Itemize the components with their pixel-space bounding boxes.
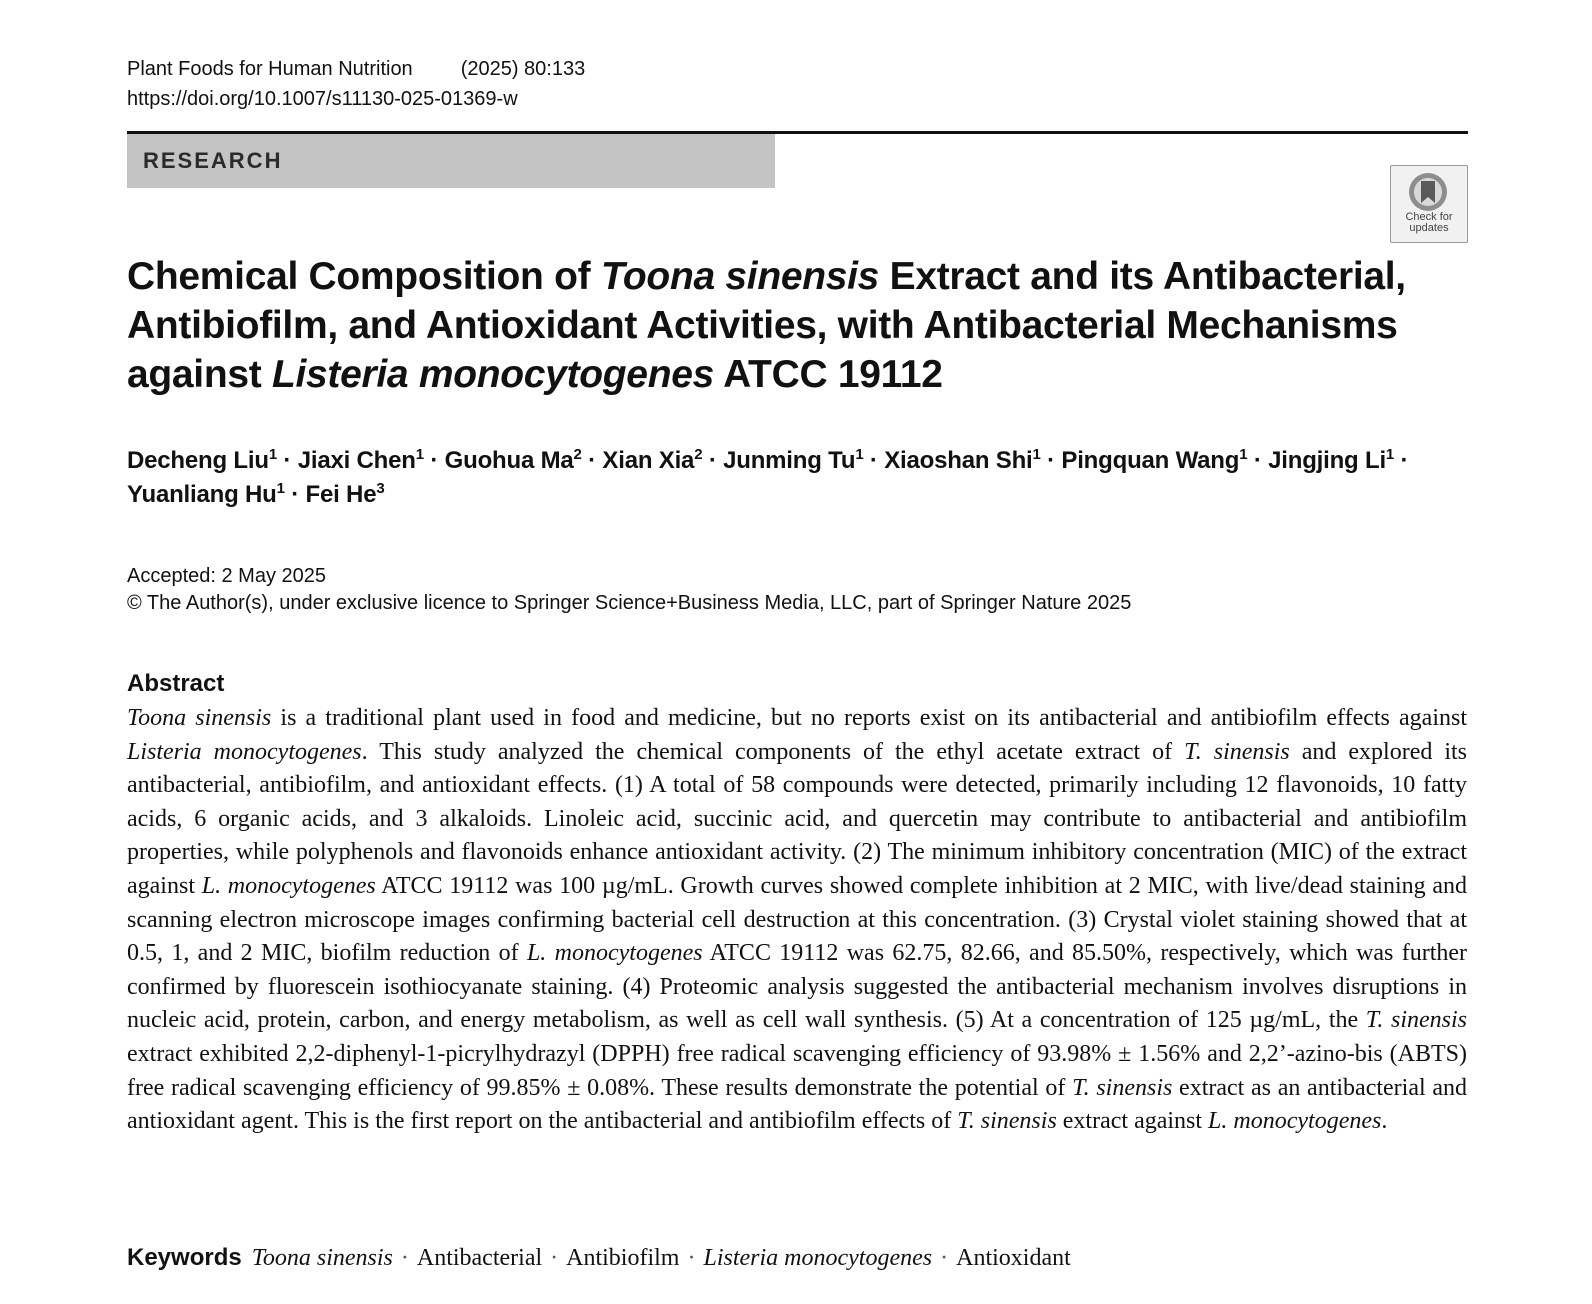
keywords-label: Keywords <box>127 1244 242 1271</box>
article-title <box>127 252 1457 399</box>
title-text-1: Chemical Composition of <box>127 255 601 298</box>
abstract-text: extract against <box>1056 1108 1209 1135</box>
abstract-text: ATCC 19112 was 100 µg/mL. Growth curves showed complete inhibition at 2 MIC, with live/dead staining and scanning electron microscope images confirming bacterial cell destruction at this concentration. (3) Crystal violet staining showed that at 0.5, 1, and 2 MIC, biofilm reduction of <box>127 872 1467 967</box>
abstract-species-name: L. monocytogenes <box>526 940 703 967</box>
author-affiliation: 1 <box>1385 446 1395 463</box>
title-species-1: Toona sinensis <box>600 255 880 298</box>
author-affiliation: 1 <box>1239 446 1248 463</box>
abstract-body <box>127 702 1467 1139</box>
author-name: Pingquan Wang <box>1061 447 1240 474</box>
keyword: Antibacterial <box>416 1245 543 1271</box>
author-separator: · <box>284 481 306 508</box>
author[interactable] <box>1268 447 1394 474</box>
author[interactable] <box>127 447 277 474</box>
author-affiliation: 2 <box>573 446 582 463</box>
abstract-species-name: Toona sinensis <box>127 705 272 731</box>
author-affiliation: 1 <box>268 446 277 463</box>
keyword-separator: · <box>400 1245 409 1271</box>
keyword: Antioxidant <box>956 1245 1071 1271</box>
bookmark-icon <box>1408 172 1448 212</box>
author-separator: · <box>276 447 298 474</box>
accepted-date: Accepted: 2 May 2025 <box>127 565 327 587</box>
author-name: Xiaoshan Shi <box>884 447 1033 474</box>
title-text-3: ATCC 19112 <box>714 353 943 396</box>
author-separator: · <box>1040 447 1062 474</box>
author-name: Yuanliang Hu <box>127 481 277 508</box>
author[interactable] <box>127 481 285 508</box>
keyword-separator: · <box>940 1245 949 1271</box>
abstract-text: and explored its antibacterial, antibiofilm, and antioxidant effects. (1) A total of 58 compounds were detected, primarily including 12 flavonoids, 10 fatty acids, 6 organic acids, and 3 alkaloids. Linoleic acid, succinic acid, and quercetin may contribute to antibacterial and antibiofilm properties, while polyphenols and flavonoids enhance antioxidant activity. (2) The minimum inhibitory concentration (MIC) of the extract against <box>127 738 1468 899</box>
title-species-2: Listeria monocytogenes <box>271 353 714 396</box>
abstract-text: is a traditional plant used in food and medicine, but no reports exist on its antibacterial and antibiofilm effects against <box>271 705 1467 731</box>
author-affiliation: 1 <box>415 446 424 463</box>
author-affiliation: 3 <box>376 480 385 497</box>
article-type-label: RESEARCH <box>143 148 283 173</box>
keyword-separator: · <box>687 1245 696 1271</box>
author-name: Decheng Liu <box>127 447 269 474</box>
keyword: Antibiofilm <box>566 1245 680 1271</box>
abstract-species-name: Listeria monocytogenes <box>127 738 362 765</box>
author-name: Jingjing Li <box>1268 447 1386 474</box>
check-updates-line1: Check for <box>1405 211 1453 223</box>
author-separator: · <box>1394 447 1409 474</box>
keywords-items <box>252 1245 1071 1271</box>
doi-link[interactable]: https://doi.org/10.1007/s11130-025-01369-w <box>127 88 518 110</box>
abstract-text: extract as an antibacterial and antioxidant agent. This is the first report on the antibacterial and antibiofilm effects of <box>127 1074 1468 1135</box>
author[interactable] <box>445 447 582 474</box>
keyword: Listeria monocytogenes <box>703 1245 933 1271</box>
author-name: Xian Xia <box>602 447 695 474</box>
author[interactable] <box>306 481 385 508</box>
author[interactable] <box>723 447 863 474</box>
author-name: Guohua Ma <box>444 447 574 474</box>
abstract-text: ATCC 19112 was 62.75, 82.66, and 85.50%, respectively, which was further confirmed by fluorescein isothiocyanate staining. (4) Proteomic analysis suggested the antibacterial mechanism involves disruptions in nucleic acid, protein, carbon, and energy metabolism, as well as cell wall synthesis. (5) At a concentration of 125 µg/mL, the <box>127 940 1468 1034</box>
author-separator: · <box>423 447 445 474</box>
check-updates-line2: updates <box>1409 222 1449 234</box>
title-text-2: Extract and its Antibacterial, Antibiofilm, and Antioxidant Activities, with Antibacterial Mechanisms against <box>127 255 1406 396</box>
author[interactable] <box>1061 447 1247 474</box>
author-separator: · <box>1247 447 1269 474</box>
keyword-separator: · <box>550 1245 559 1271</box>
keyword: Toona sinensis <box>251 1245 393 1271</box>
check-updates-text <box>1391 212 1467 234</box>
abstract-species-name: L. monocytogenes <box>1208 1108 1382 1135</box>
check-for-updates-badge[interactable] <box>1390 165 1468 243</box>
article-type-band <box>127 134 775 188</box>
author-affiliation: 1 <box>1032 446 1041 463</box>
author-separator: · <box>702 447 724 474</box>
author-separator: · <box>581 447 603 474</box>
author[interactable] <box>884 447 1040 474</box>
abstract-heading: Abstract <box>127 670 225 697</box>
journal-volume: (2025) 80:133 <box>460 58 586 80</box>
copyright-notice: © The Author(s), under exclusive licence to Springer Science+Business Media, LLC, part of Springer Nature 2025 <box>127 592 1132 614</box>
author-affiliation: 2 <box>694 446 703 463</box>
abstract-text: extract exhibited 2,2-diphenyl-1-picrylhydrazyl (DPPH) free radical scavenging efficiency of 93.98% ± 1.56% and 2,2’-azino-bis (ABTS) free radical scavenging efficiency of 99.85% ± 0.08%. These results demonstrate the potential of <box>127 1040 1467 1101</box>
author-name: Junming Tu <box>723 447 856 474</box>
abstract-species-name: T. sinensis <box>1184 738 1290 765</box>
abstract-text: . This study analyzed the chemical components of the ethyl acetate extract of <box>361 738 1185 765</box>
abstract-species-name: T. sinensis <box>957 1108 1057 1135</box>
author-name: Fei He <box>305 481 377 508</box>
abstract-species-name: L. monocytogenes <box>201 872 376 899</box>
author[interactable] <box>602 447 702 474</box>
author-name: Jiaxi Chen <box>297 447 416 474</box>
journal-name: Plant Foods for Human Nutrition <box>127 58 413 80</box>
abstract-species-name: T. sinensis <box>1365 1007 1467 1034</box>
abstract-text: . <box>1381 1108 1388 1135</box>
author[interactable] <box>298 447 424 474</box>
author-affiliation: 1 <box>855 446 864 463</box>
author-list <box>127 444 1467 512</box>
author-separator: · <box>863 447 885 474</box>
abstract-species-name: T. sinensis <box>1072 1074 1173 1101</box>
journal-header <box>127 58 585 81</box>
keywords-line <box>127 1244 1071 1272</box>
author-affiliation: 1 <box>276 480 285 497</box>
